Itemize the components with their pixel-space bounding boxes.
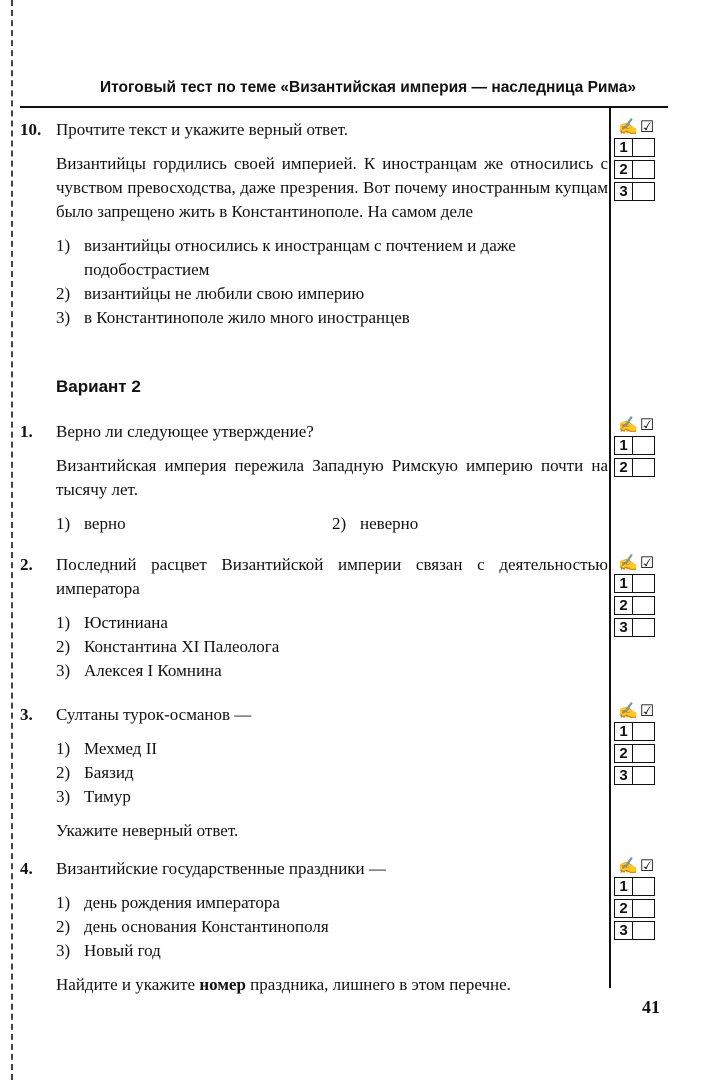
question-3 <box>20 703 608 853</box>
question-passage: Византийцы гордились своей империей. К иностранцам же относились с чувством превосходства, даже презрения. Вот почему иностранным купцам было запрещено жить в Константинополе. На самом деле <box>56 154 608 221</box>
answer-cell[interactable] <box>633 744 655 763</box>
answer-number: 1 <box>614 877 633 896</box>
answer-cell[interactable] <box>633 921 655 940</box>
option: 2) Константина XI Палеолога <box>56 637 280 656</box>
answer-number: 1 <box>614 436 633 455</box>
question-text: Султаны турок-османов — <box>56 705 252 724</box>
answer-cell[interactable] <box>633 596 655 615</box>
question-number: 10. <box>20 120 42 139</box>
checkbox-icon: ☑ <box>639 858 655 875</box>
answer-box-q4[interactable] <box>614 855 664 943</box>
checkbox-icon: ☑ <box>639 119 655 136</box>
answer-cell[interactable] <box>633 138 655 157</box>
answer-box-q10[interactable] <box>614 116 664 204</box>
answer-number: 3 <box>614 921 633 940</box>
option: 1) верно <box>56 514 126 533</box>
answer-number: 3 <box>614 766 633 785</box>
checkbox-icon: ☑ <box>639 417 655 434</box>
pencil-icon: ✍ <box>618 119 638 136</box>
answer-number: 2 <box>614 458 633 477</box>
question-text: Последний расцвет Византийской империи связан с деятельностью императора <box>56 555 608 598</box>
answer-cell[interactable] <box>633 574 655 593</box>
question-text: Византийские государственные праздники — <box>56 859 386 878</box>
question-1 <box>20 420 608 536</box>
option: 3) Алексея I Комнина <box>56 661 222 680</box>
checkbox-icon: ☑ <box>639 555 655 572</box>
answer-box-q1[interactable] <box>614 414 664 480</box>
answer-column-rule <box>609 106 611 988</box>
option: 1) Мехмед II <box>56 739 158 758</box>
answer-number: 1 <box>614 574 633 593</box>
question-text: Прочтите текст и укажите верный ответ. <box>56 120 349 139</box>
header-rule <box>20 106 668 108</box>
option: 3) Новый год <box>56 941 161 960</box>
answer-number: 1 <box>614 138 633 157</box>
answer-cell[interactable] <box>633 182 655 201</box>
answer-box-q3[interactable] <box>614 700 664 788</box>
option: 1) византийцы относились к иностранцам с почтением и даже подобострастием <box>56 236 516 279</box>
answer-cell[interactable] <box>633 436 655 455</box>
question-10 <box>20 118 608 330</box>
answer-cell[interactable] <box>633 160 655 179</box>
question-instruction: Укажите неверный ответ. <box>56 821 239 840</box>
question-passage: Византийская империя пережила Западную Римскую империю почти на тысячу лет. <box>56 456 608 499</box>
question-number: 4. <box>20 859 33 878</box>
option: 1) день рождения императора <box>56 893 280 912</box>
answer-cell[interactable] <box>633 722 655 741</box>
question-number: 2. <box>20 555 33 574</box>
page-header: Итоговый тест по теме «Византийская империя — наследница Рима» <box>100 79 636 96</box>
option: 1) Юстиниана <box>56 613 168 632</box>
answer-number: 2 <box>614 744 633 763</box>
pencil-icon: ✍ <box>618 417 638 434</box>
option: 3) Тимур <box>56 787 131 806</box>
option: 2) неверно <box>332 514 419 533</box>
question-2 <box>20 553 608 683</box>
answer-number: 2 <box>614 160 633 179</box>
option: 3) в Константинополе жило много иностранцев <box>56 308 410 327</box>
answer-cell[interactable] <box>633 458 655 477</box>
cut-line <box>11 0 13 1080</box>
question-number: 3. <box>20 705 33 724</box>
pencil-icon: ✍ <box>618 555 638 572</box>
answer-cell[interactable] <box>633 877 655 896</box>
page-number: 41 <box>642 997 660 1017</box>
answer-cell[interactable] <box>633 899 655 918</box>
answer-number: 3 <box>614 618 633 637</box>
pencil-icon: ✍ <box>618 703 638 720</box>
question-instruction: Найдите и укажите номер праздника, лишнего в этом перечне. <box>56 975 511 994</box>
answer-box-q2[interactable] <box>614 552 664 640</box>
pencil-icon: ✍ <box>618 858 638 875</box>
answer-number: 1 <box>614 722 633 741</box>
question-number: 1. <box>20 422 33 441</box>
option: 2) Баязид <box>56 763 134 782</box>
answer-cell[interactable] <box>633 618 655 637</box>
question-text: Верно ли следующее утверждение? <box>56 422 314 441</box>
option: 2) византийцы не любили свою империю <box>56 284 365 303</box>
checkbox-icon: ☑ <box>639 703 655 720</box>
section-title: Вариант 2 <box>56 377 141 396</box>
answer-number: 2 <box>614 596 633 615</box>
question-4 <box>20 857 608 1007</box>
option: 2) день основания Константинополя <box>56 917 329 936</box>
answer-cell[interactable] <box>633 766 655 785</box>
answer-number: 2 <box>614 899 633 918</box>
answer-number: 3 <box>614 182 633 201</box>
